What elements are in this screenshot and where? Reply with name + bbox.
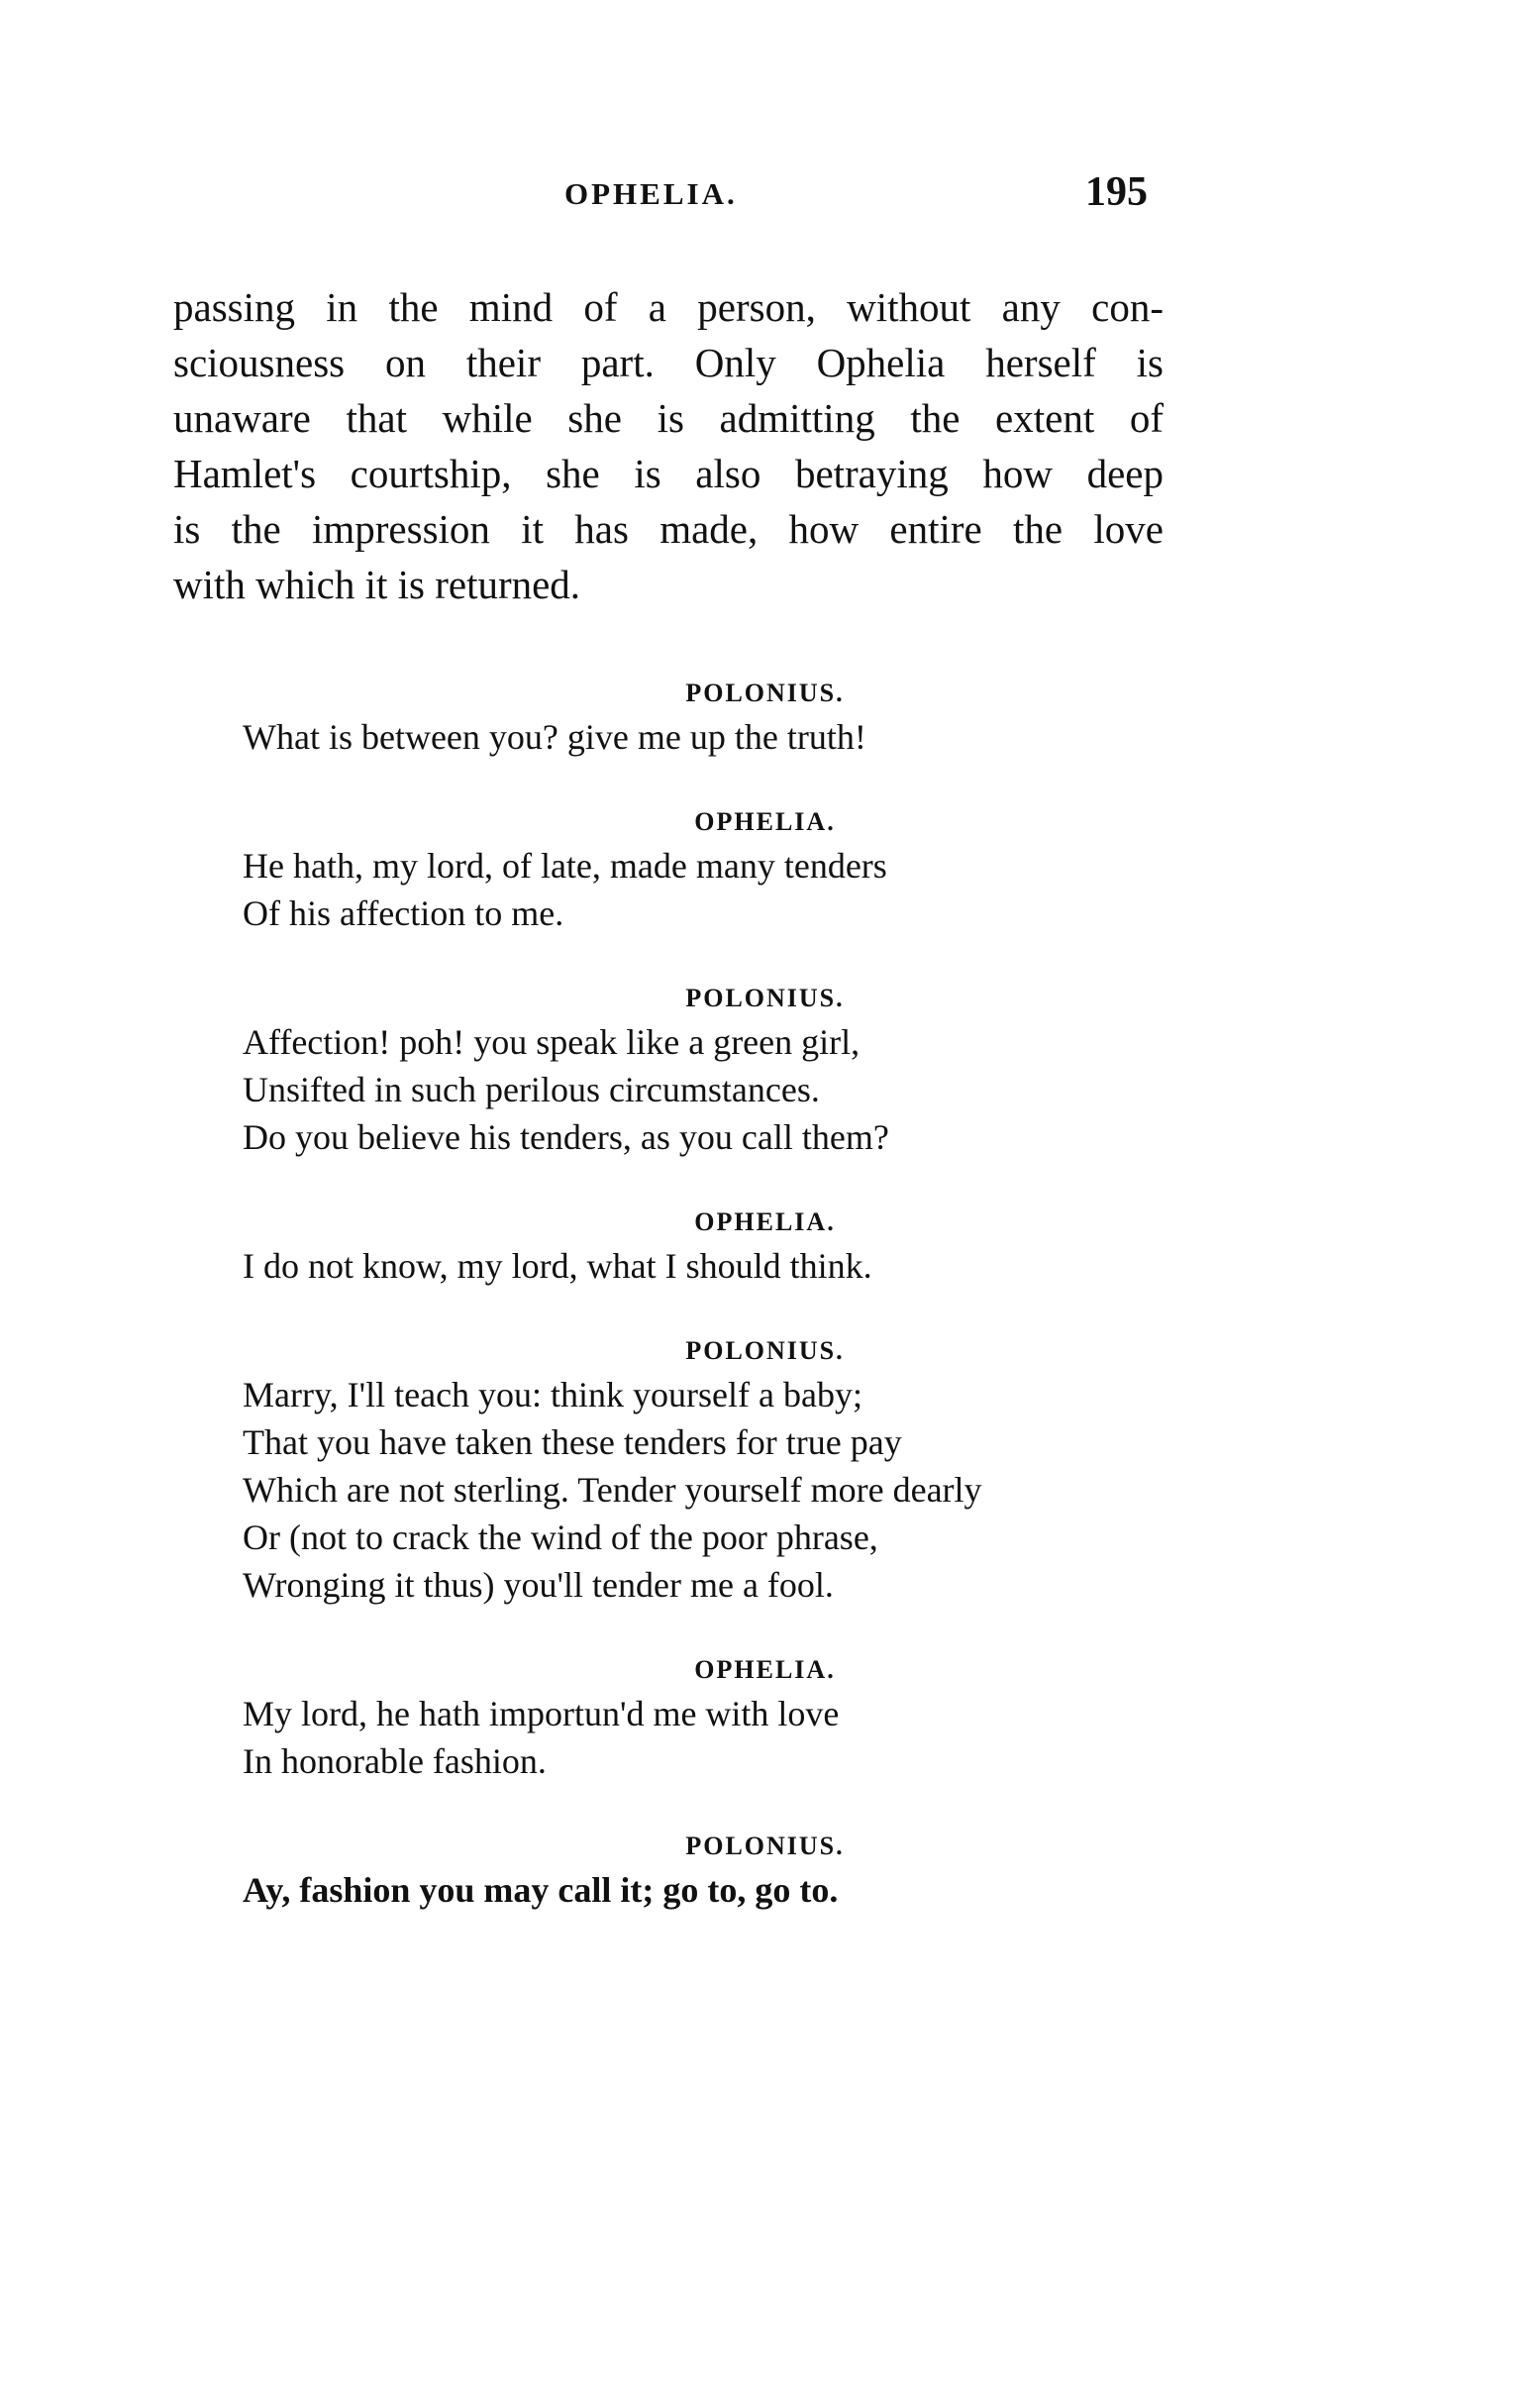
verse-line: I do not know, my lord, what I should think. [243,1246,872,1286]
verse-line: That you have taken these tenders for true pay [243,1422,902,1462]
verse-line: Unsifted in such perilous circumstances. [243,1070,820,1109]
speaker-name: OPHELIA. [694,807,836,836]
speech [0,802,1520,937]
speech [0,979,1520,1161]
verse-line: Do you believe his tenders, as you call them? [243,1117,889,1157]
page-number: 195 [1085,169,1148,215]
verse-line: He hath, my lord, of late, made many tenders [243,846,887,886]
prose-paragraph [173,279,1164,612]
verse-line: In honorable fashion. [243,1741,547,1781]
speech [0,674,1520,761]
prose-line: is the impression it has made, how entire the love [173,506,1164,552]
running-head [0,169,1520,226]
verse-line: Which are not sterling. Tender yourself more dearly [243,1470,982,1510]
verse-line: Of his affection to me. [243,893,564,933]
running-title: OPHELIA. [564,176,738,211]
speaker-name: POLONIUS. [685,1832,845,1860]
prose-line: sciousness on their part. Only Ophelia herself is [173,340,1164,385]
speaker-name: POLONIUS. [685,679,845,707]
verse-line: Ay, fashion you may call it; go to, go to. [243,1870,839,1910]
prose-line: with which it is returned. [173,562,581,607]
speech [0,1827,1520,1914]
verse-line: My lord, he hath importun'd me with love [243,1694,840,1733]
verse-line: Wronging it thus) you'll tender me a fool. [243,1565,834,1605]
speaker-name: POLONIUS. [685,984,845,1012]
prose-line: passing in the mind of a person, without any con- [173,284,1164,330]
verse-line: Marry, I'll teach you: think yourself a baby; [243,1375,862,1414]
speaker-name: OPHELIA. [694,1207,836,1236]
verse-line: What is between you? give me up the truth! [243,717,866,757]
prose-line: unaware that while she is admitting the extent of [173,395,1164,441]
speech [0,1203,1520,1290]
dialogue [0,674,1520,1955]
speaker-name: OPHELIA. [694,1655,836,1684]
speech [0,1650,1520,1785]
prose-line: Hamlet's courtship, she is also betraying how deep [173,451,1164,496]
speaker-name: POLONIUS. [685,1336,845,1365]
verse-line: Affection! poh! you speak like a green girl, [243,1022,861,1062]
speech [0,1331,1520,1609]
verse-line: Or (not to crack the wind of the poor phrase, [243,1518,878,1557]
